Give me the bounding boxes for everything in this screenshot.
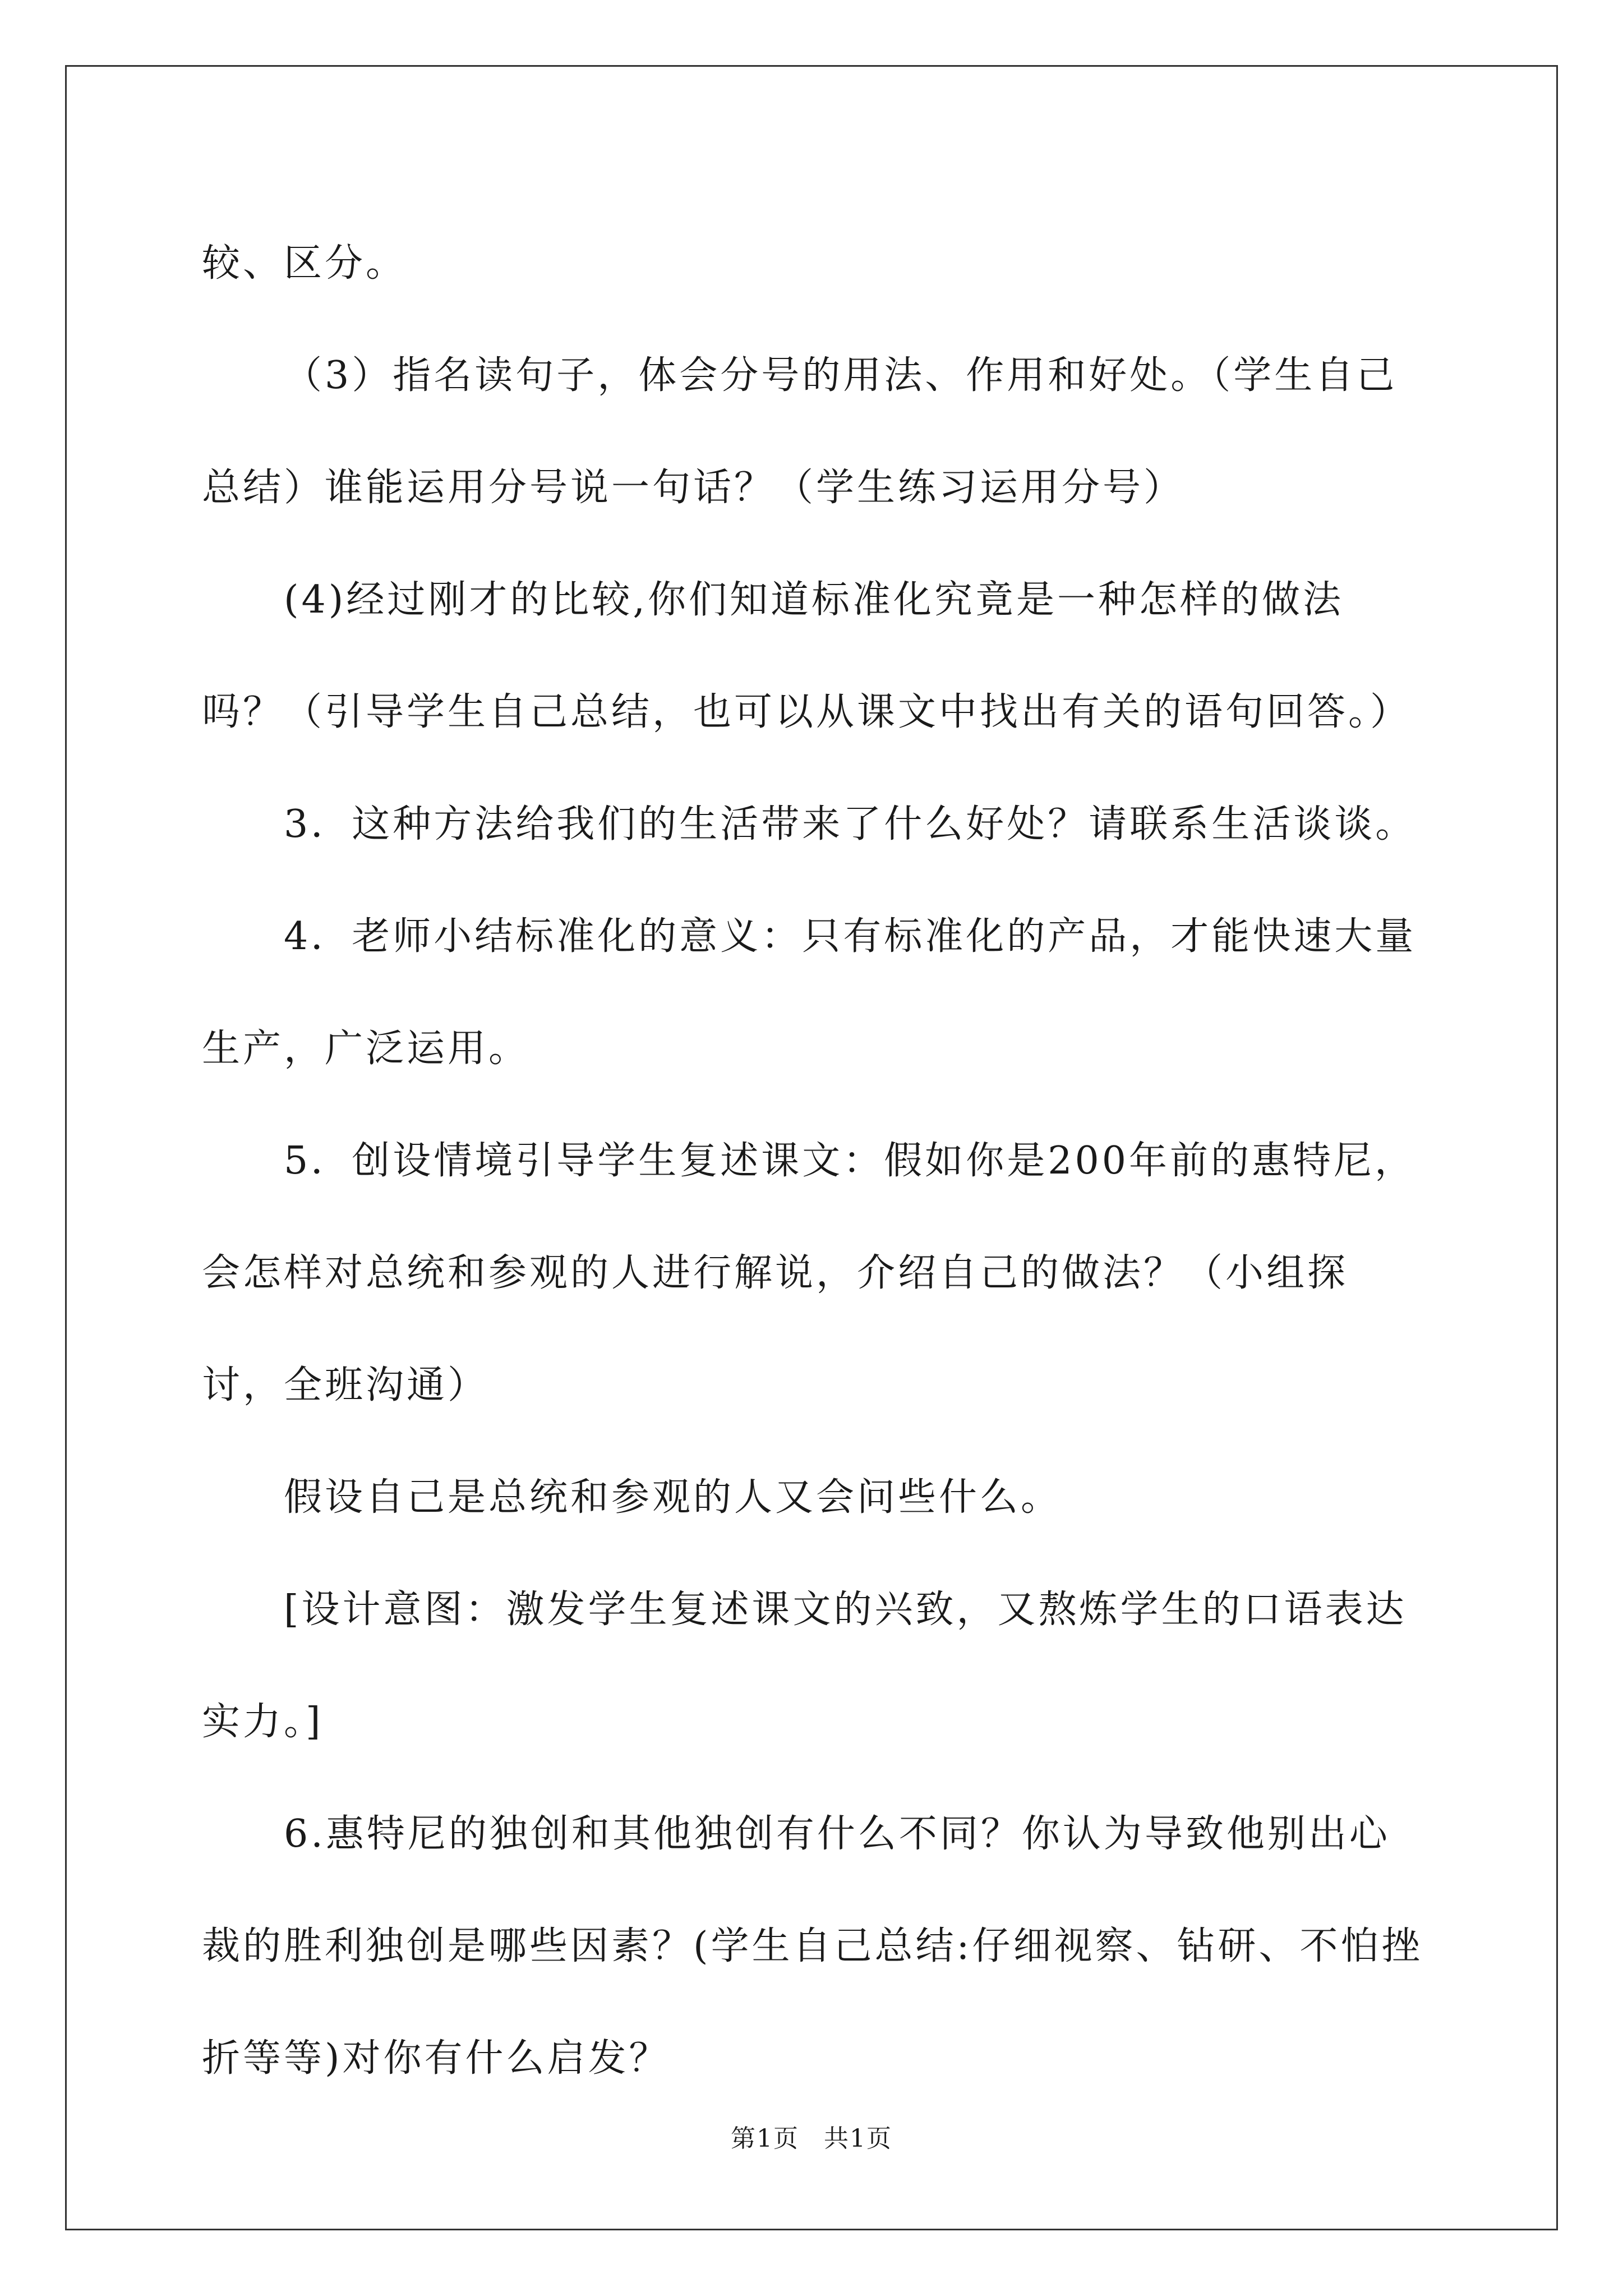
page-number: 第1页 bbox=[731, 2124, 799, 2153]
document-body bbox=[202, 208, 1424, 2115]
paragraph-step-6: 6.惠特尼的独创和其他独创有什么不同？你认为导致他别出心裁的胜利独创是哪些因素？(学生自己总结:仔细视察、钻研、不怕挫折等等)对你有什么启发？ bbox=[202, 1812, 1423, 2081]
page-total: 共1页 bbox=[824, 2124, 892, 2153]
paragraph-role-play: 假设自己是总统和参观的人又会问些什么。 bbox=[284, 1475, 1062, 1520]
paragraph-semicolon-usage: （3）指名读句子，体会分号的用法、作用和好处。（学生自己总结）谁能运用分号说一句话？（学生练习运用分号） bbox=[202, 353, 1398, 510]
paragraph-step-3: 3．这种方法给我们的生活带来了什么好处？请联系生活谈谈。 bbox=[284, 802, 1417, 846]
paragraph-continuation: 较、区分。 bbox=[202, 241, 407, 286]
paragraph-design-intent: [设计意图：激发学生复述课文的兴致，又熬炼学生的口语表达实力。] bbox=[202, 1588, 1407, 1744]
paragraph-standardization-question: (4)经过刚才的比较,你们知道标准化究竟是一种怎样的做法吗？（引导学生自己总结，也可以从课文中找出有关的语句回答。） bbox=[202, 578, 1412, 734]
page-footer bbox=[0, 2118, 1623, 2154]
paragraph-step-4: 4．老师小结标准化的意义：只有标准化的产品，才能快速大量生产，广泛运用。 bbox=[202, 914, 1417, 1071]
paragraph-step-5: 5．创设情境引导学生复述课文：假如你是200年前的惠特尼，会怎样对总统和参观的人进行解说，介绍自己的做法？（小组探讨，全班沟通） bbox=[202, 1139, 1416, 1407]
